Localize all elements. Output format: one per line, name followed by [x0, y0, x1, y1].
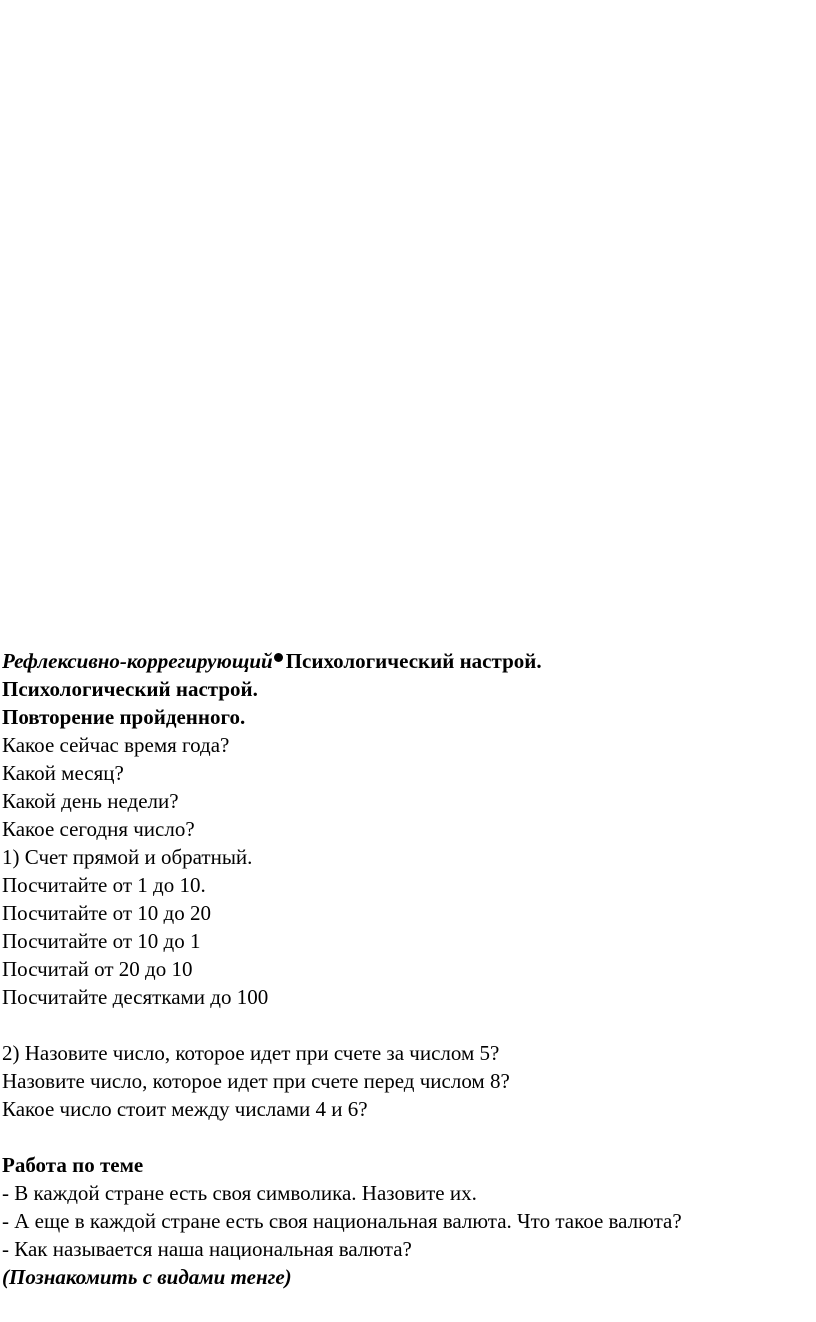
number-question: 2) Назовите число, которое идет при счете за числом 5?	[2, 1041, 500, 1065]
counting-title: 1) Счет прямой и обратный.	[2, 845, 253, 869]
review-heading: Повторение пройденного.	[2, 705, 246, 729]
topic-note: (Познакомить с видами тенге)	[2, 1265, 292, 1289]
counting-item: Посчитайте десятками до 100	[2, 985, 269, 1009]
number-question: Назовите число, которое идет при счете перед числом 8?	[2, 1069, 510, 1093]
document-body	[2, 647, 812, 1291]
date-question: Какое сейчас время года?	[2, 733, 230, 757]
counting-item: Посчитайте от 1 до 10.	[2, 873, 206, 897]
date-question: Какой месяц?	[2, 761, 124, 785]
heading-repeat: Психологический настрой.	[2, 677, 258, 701]
stage-heading-line	[2, 647, 812, 675]
counting-item: Посчитайте от 10 до 20	[2, 901, 211, 925]
counting-item: Посчитай от 20 до 10	[2, 957, 193, 981]
topic-item: - А еще в каждой стране есть своя национальная валюта. Что такое валюта?	[2, 1209, 682, 1233]
topic-heading: Работа по теме	[2, 1153, 144, 1177]
date-question: Какой день недели?	[2, 789, 179, 813]
bullet-icon	[274, 653, 283, 662]
topic-item: - Как называется наша национальная валюта?	[2, 1237, 412, 1261]
blank-line	[2, 1011, 812, 1039]
stage-label: Рефлексивно-коррегирующий	[2, 649, 273, 673]
bullet-heading: Психологический настрой.	[285, 649, 542, 673]
number-question: Какое число стоит между числами 4 и 6?	[2, 1097, 368, 1121]
blank-line	[2, 1123, 812, 1151]
counting-item: Посчитайте от 10 до 1	[2, 929, 201, 953]
topic-item: - В каждой стране есть своя символика. Назовите их.	[2, 1181, 477, 1205]
date-question: Какое сегодня число?	[2, 817, 195, 841]
